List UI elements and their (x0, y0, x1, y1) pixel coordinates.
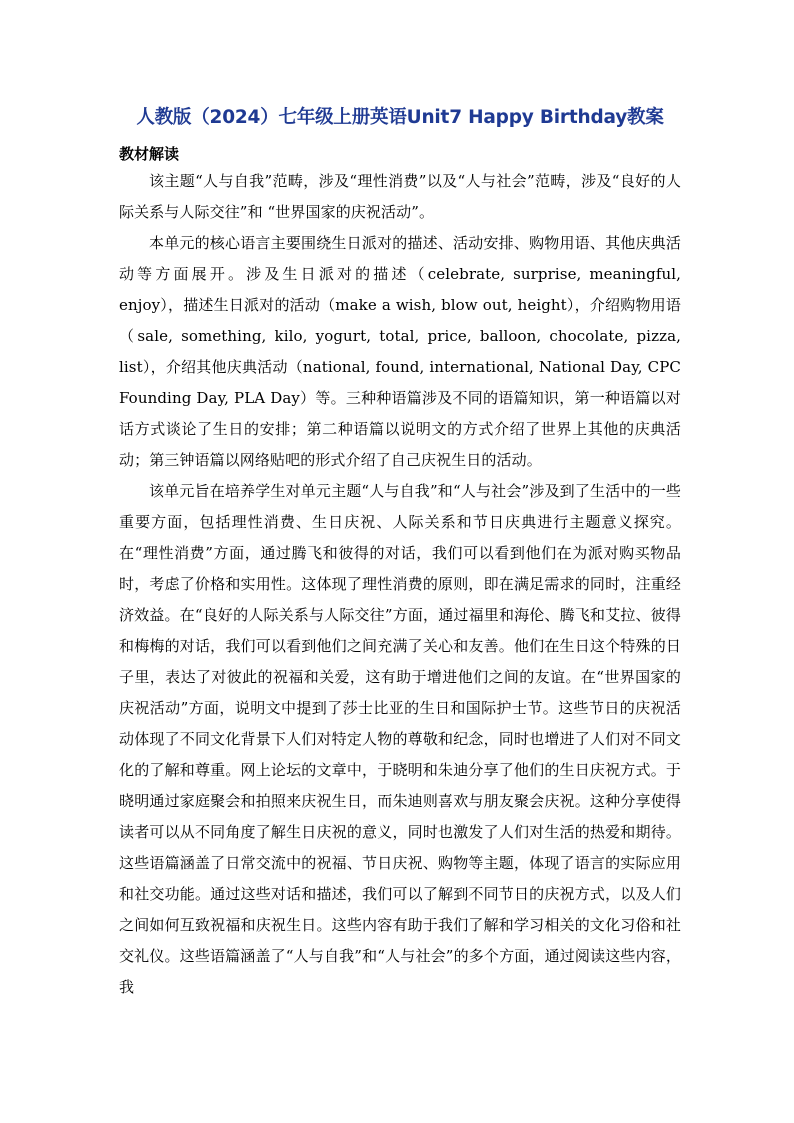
section-heading: 教材解读 (119, 145, 180, 163)
document-title: 人教版（2024）七年级上册英语Unit7 Happy Birthday教案 (136, 107, 664, 128)
paragraph-theme: 该主题“人与自我”范畴，涉及“理性消费”以及“人与社会”范畴，涉及“良好的人际关系与人际交往”和 “世界国家的庆祝活动”。 (119, 172, 681, 221)
document-page (119, 100, 681, 1003)
paragraph-unit-goals: 该单元旨在培养学生对单元主题“人与自我”和“人与社会”涉及到了生活中的一些重要方面，包括理性消费、生日庆祝、人际关系和节日庆典进行主题意义探究。在“理性消费”方面，通过腾飞和彼得的对话，我们可以看到他们在为派对购买物品时，考虑了价格和实用性。这体现了理性消费的原则，即在满足需求的同时，注重经济效益。在“良好的人际关系与人际交往”方面，通过福里和海伦、腾飞和艾拉、彼得和梅梅的对话，我们可以看到他们之间充满了关心和友善。他们在生日这个特殊的日子里，表达了对彼此的祝福和关爱，这有助于增进他们之间的友谊。在“世界国家的庆祝活动”方面，说明文中提到了莎士比亚的生日和国际护士节。这些节日的庆祝活动体现了不同文化背景下人们对特定人物的尊敬和纪念，同时也增进了人们对不同文化的了解和尊重。网上论坛的文章中，于晓明和朱迪分享了他们的生日庆祝方式。于晓明通过家庭聚会和拍照来庆祝生日，而朱迪则喜欢与朋友聚会庆祝。这种分享使得读者可以从不同角度了解生日庆祝的意义，同时也激发了人们对生活的热爱和期待。这些语篇涵盖了日常交流中的祝福、节日庆祝、购物等主题，体现了语言的实际应用和社交功能。通过这些对话和描述，我们可以了解到不同节日的庆祝方式，以及人们之间如何互致祝福和庆祝生日。这些内容有助于我们了解和学习相关的文化习俗和社交礼仪。这些语篇涵盖了“人与自我”和“人与社会”的多个方面，通过阅读这些内容，我 (119, 482, 681, 996)
paragraph-core-language: 本单元的核心语言主要围绕生日派对的描述、活动安排、购物用语、其他庆典活动等方面展开。涉及生日派对的描述（celebrate, surprise, meaningful, enjoy），描述生日派对的活动（make a wish, blow out, height），介绍购物用语（sale, something, kilo, yogurt, total, price, balloon, chocolate, pizza, list），介绍其他庆典活动（national, found, international, National Day, CPC Founding Day, PLA Day）等。三种种语篇涉及不同的语篇知识，第一种语篇以对话方式谈论了生日的安排；第二种语篇以说明文的方式介绍了世界上其他的庆典活动；第三钟语篇以网络贴吧的形式介绍了自己庆祝生日的活动。 (119, 234, 681, 469)
